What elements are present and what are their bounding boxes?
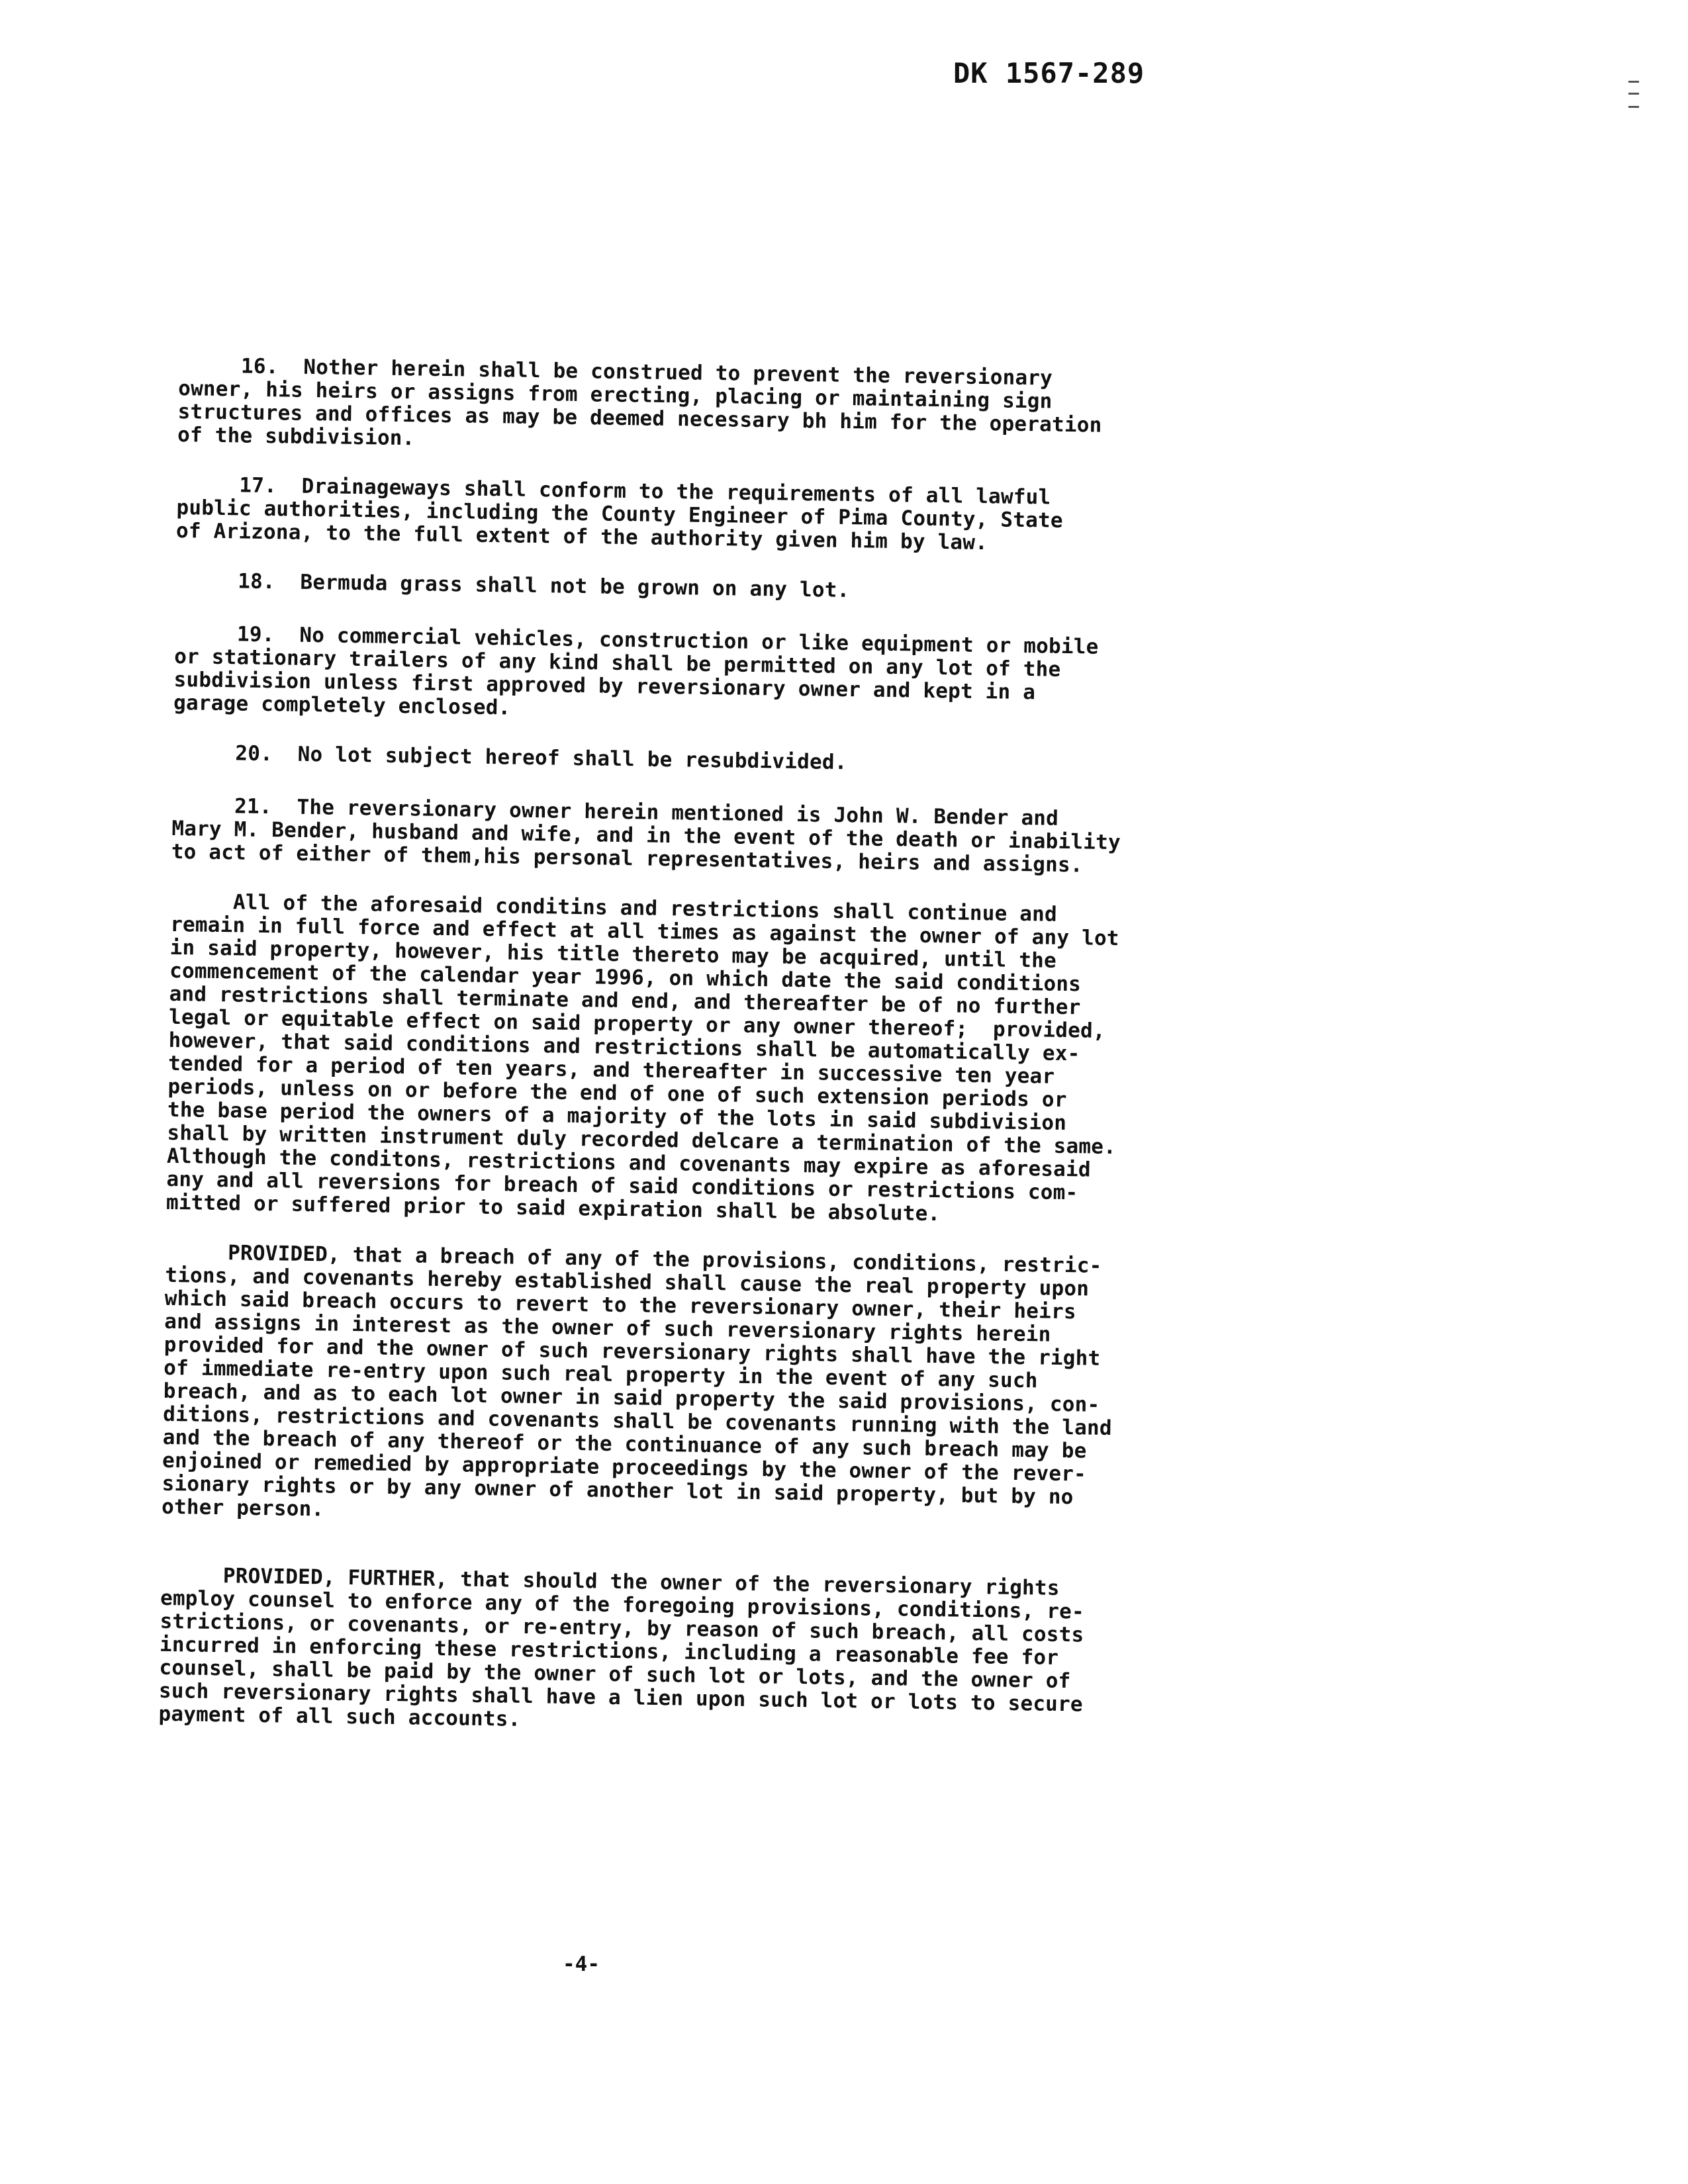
paragraph-provided-further: PROVIDED, FURTHER, that should the owner of the reversionary rights employ counsel to enforce any of the foregoing provisions, conditions, re- strictions, or covenants, or re-entry, by reason of such breach, all costs incurred in enforcing these restrictions, including a reasonable fee for counsel, shall be paid by the owner of such lot or lots, and the owner of such reversionary rights shall have a lien upon such lot or lots to secure payment of all such accounts.	[158, 1563, 1085, 1731]
paragraph-conditions-duration: All of the aforesaid conditins and restrictions shall continue and remain in full force and effect at all times as against the owner of any lot in said property, however, his title thereto may be acquired, until the commencement of the calendar year 1996, on which date the said conditions and restrictions shall terminate and end, and thereafter be of no further legal or equitable effect on said property or any owner thereof; provided, however, that said conditions and restrictions shall be automatically ex- tended for a period of ten years, and thereafter in successive ten year periods, unless on or before the end of one of such extension periods or the base period the owners of a majority of the lots in said subdivision shall by written instrument duly recorded delcare a termination of the same. Although the conditons, restrictions and covenants may expire as aforesaid any and all reversions for breach of said conditions or restrictions com- mitted or suffered prior to said expiration shall be absolute.	[165, 889, 1119, 1226]
docket-number: DK 1567-289	[953, 57, 1145, 89]
paragraph-18: 18. Bermuda grass shall not be grown on any lot.	[175, 568, 850, 603]
paragraph-16: 16. Nother herein shall be construed to prevent the reversionary owner, his heirs or assigns from erecting, placing or maintaining sign structures and offices as may be deemed necessary bh him for the operation of the subdivision.	[177, 353, 1102, 451]
page-number: -4-	[563, 1952, 600, 1976]
paragraph-21: 21. The reversionary owner herein mentioned is John W. Bender and Mary M. Bender, husband and wife, and in the event of the death or inability to act of either of them,his personal representatives, heirs and assigns.	[171, 793, 1121, 878]
paragraph-20: 20. No lot subject hereof shall be resubdivided.	[172, 740, 847, 775]
paragraph-17: 17. Drainageways shall conform to the requirements of all lawful public authorities, including the County Engineer of Pima County, State of Arizona, to the full extent of the authority given him by law.	[175, 472, 1064, 555]
margin-tick-mark	[1628, 106, 1639, 108]
margin-tick-mark	[1628, 93, 1639, 95]
document-body	[158, 354, 1145, 1773]
paragraph-provided: PROVIDED, that a breach of any of the provisions, conditions, restric- tions, and covenants hereby established shall cause the real property upon which said breach occurs to revert to the reversionary owner, their heirs and assigns in interest as the owner of such reversionary rights herein provided for and the owner of such reversionary rights shall have the right of immediate re-entry upon such real property in the event of any such breach, and as to each lot owner in said property the said provisions, con- ditions, restrictions and covenants shall be covenants running with the land and the breach of any thereof or the continuance of any such breach may be enjoined or remedied by appropriate proceedings by the owner of the rever- sionary rights or by any owner of another lot in said property, but by no other person.	[161, 1240, 1112, 1522]
margin-tick-mark	[1628, 81, 1639, 83]
paragraph-19: 19. No commercial vehicles, construction or like equipment or mobile or stationary trailers of any kind shall be permitted on any lot of the subdivision unless first approved by reversionary owner and kept in a garage completely enclosed.	[173, 621, 1099, 720]
